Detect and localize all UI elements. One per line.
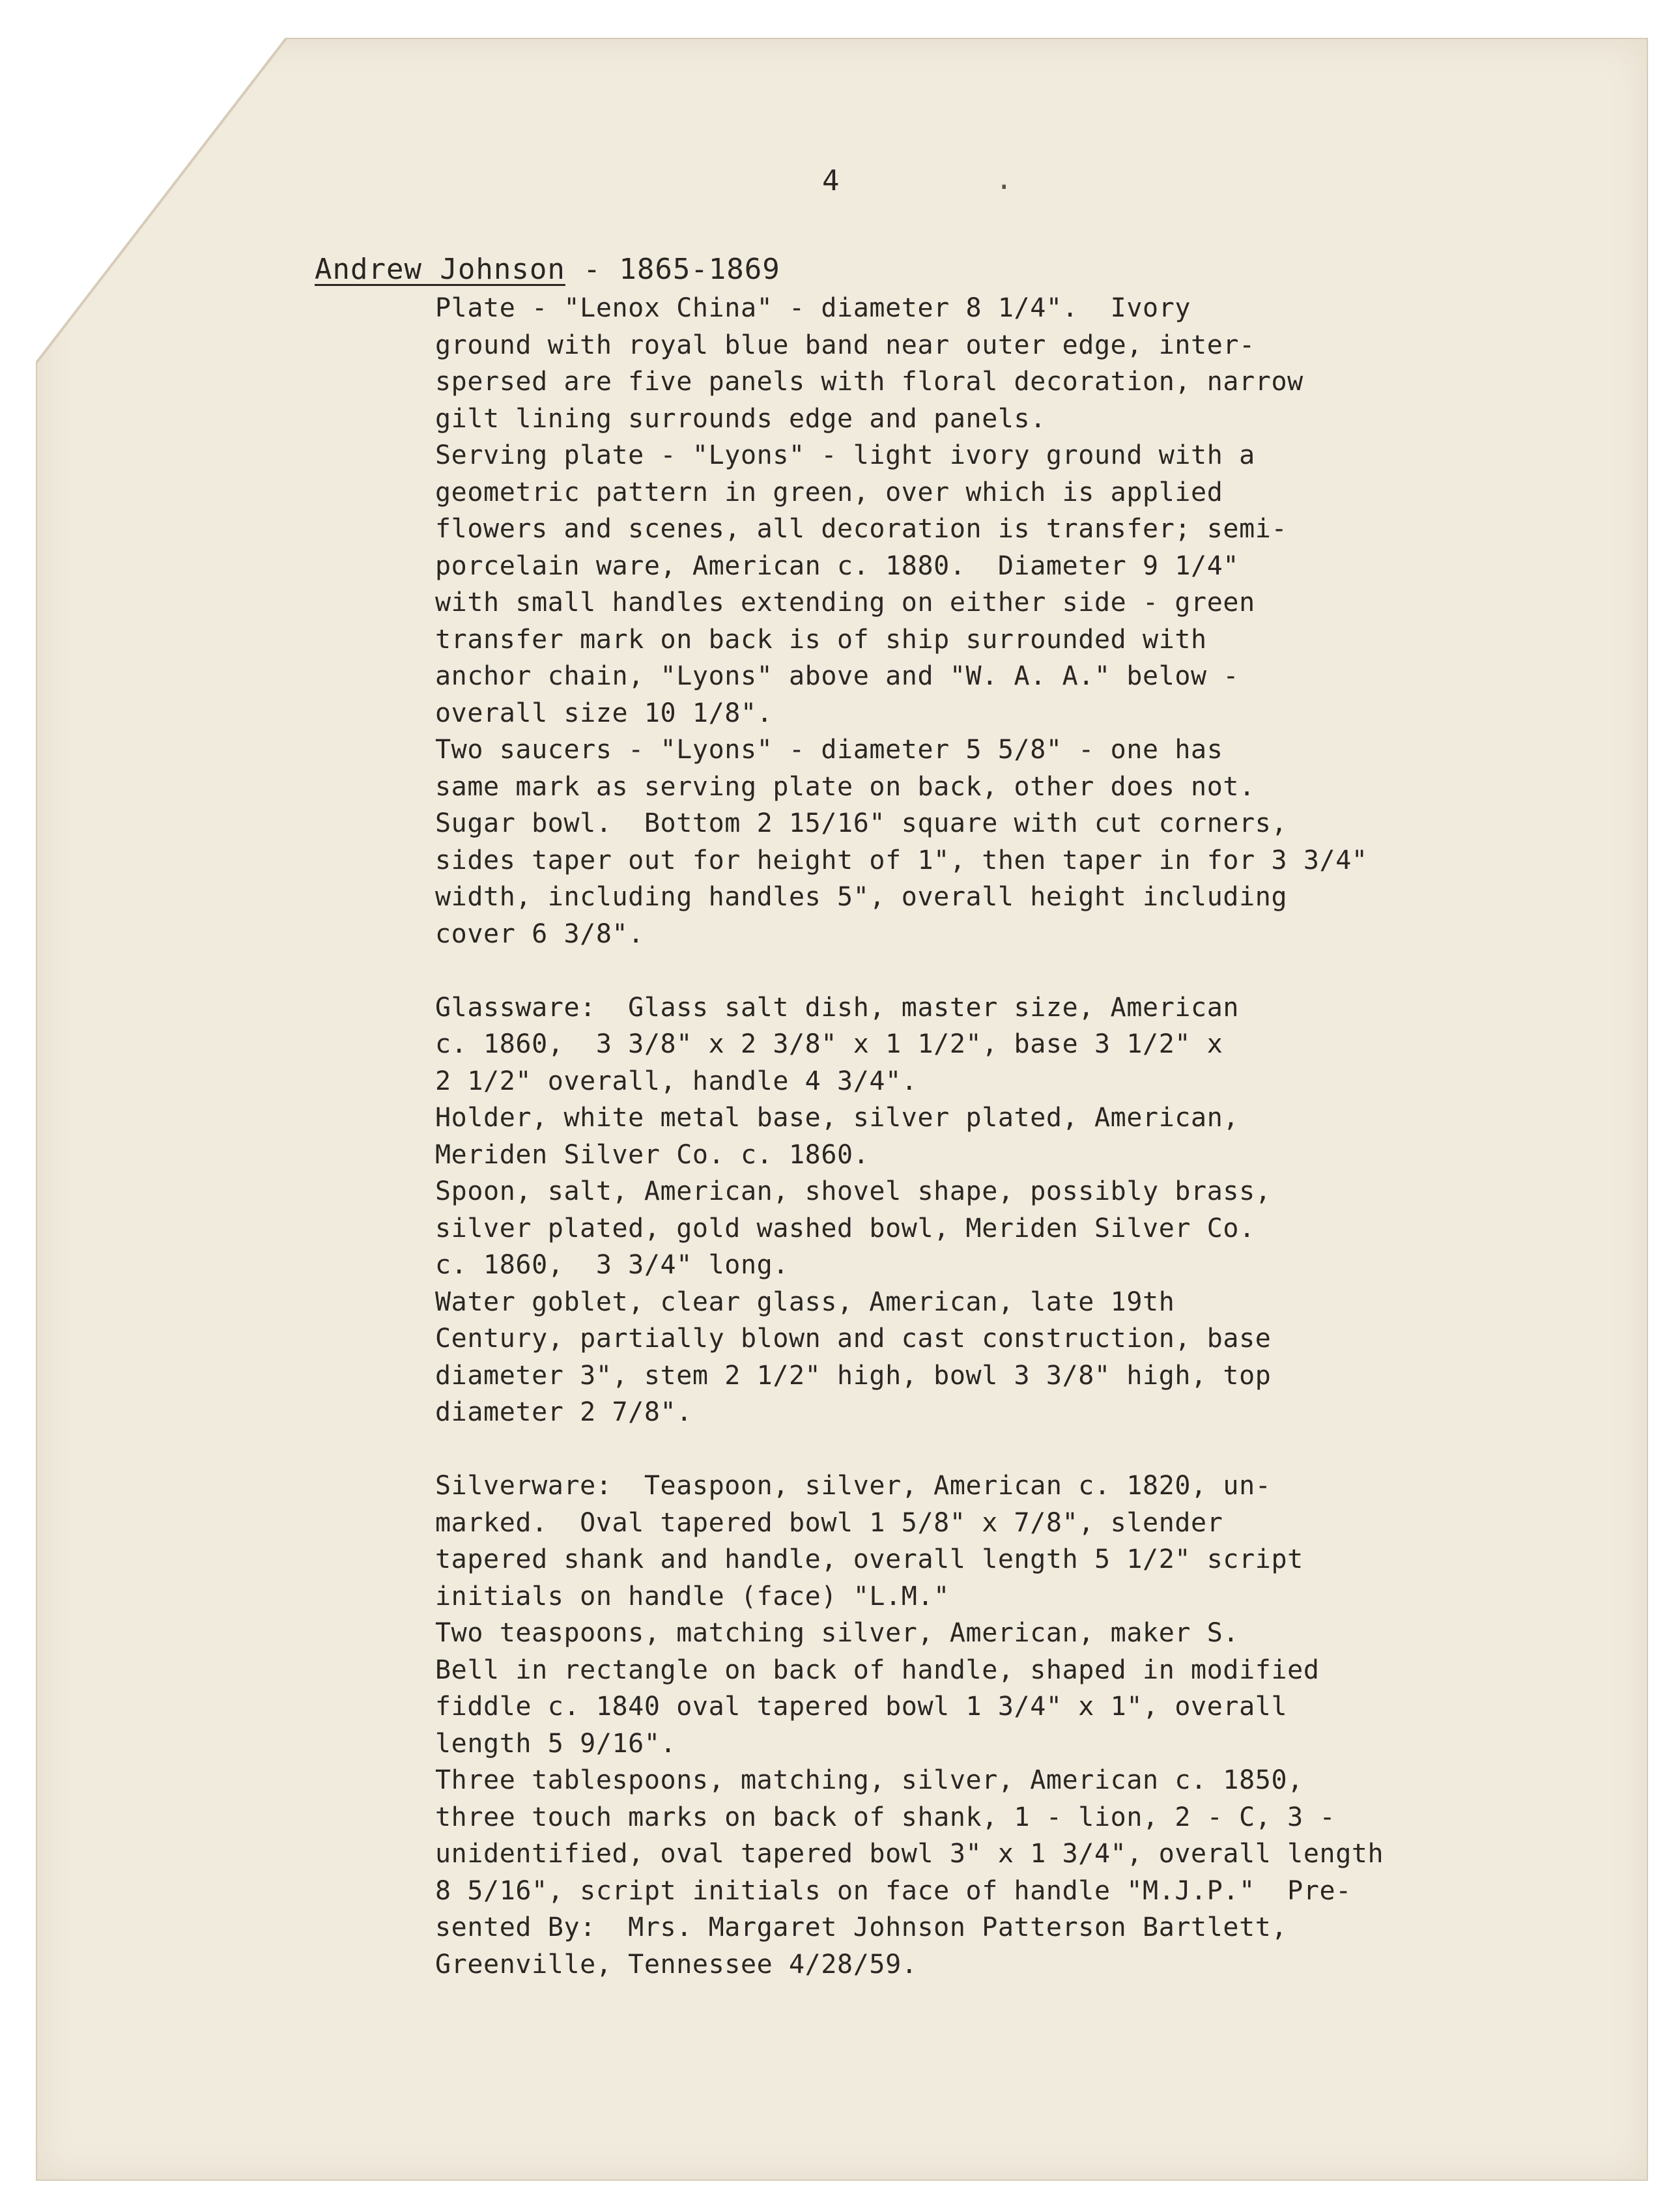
text-line: transfer mark on back is of ship surrounded with [435, 624, 1207, 655]
text-line: anchor chain, "Lyons" above and "W. A. A." below - [435, 661, 1240, 691]
section-heading [315, 253, 780, 286]
text-line: overall size 10 1/8". [435, 698, 773, 728]
text-line: spersed are five panels with floral decoration, narrow [435, 367, 1303, 397]
text-line: Silverware: Teaspoon, silver, American c. 1820, un- [435, 1471, 1272, 1501]
item-description-body [435, 290, 1412, 1983]
text-line: fiddle c. 1840 oval tapered bowl 1 3/4" x 1", overall [435, 1692, 1288, 1722]
page-mark: . [995, 163, 1014, 196]
text-line: silver plated, gold washed bowl, Meriden Silver Co. [435, 1213, 1255, 1243]
text-line: Sugar bowl. Bottom 2 15/16" square with cut corners, [435, 808, 1288, 838]
text-line: diameter 3", stem 2 1/2" high, bowl 3 3/8" high, top [435, 1360, 1272, 1391]
text-line: sides taper out for height of 1", then taper in for 3 3/4" [435, 845, 1368, 875]
text-line: tapered shank and handle, overall length 5 1/2" script [435, 1544, 1303, 1574]
text-line: Water goblet, clear glass, American, late 19th [435, 1286, 1175, 1317]
text-line: flowers and scenes, all decoration is transfer; semi- [435, 514, 1288, 544]
text-line: Glassware: Glass salt dish, master size, American [435, 992, 1240, 1023]
text-line: diameter 2 7/8". [435, 1397, 692, 1427]
text-line: unidentified, oval tapered bowl 3" x 1 3/4", overall length [435, 1839, 1384, 1869]
text-line: porcelain ware, American c. 1880. Diameter 9 1/4" [435, 550, 1240, 581]
text-line: sented By: Mrs. Margaret Johnson Patterson Bartlett, [435, 1912, 1288, 1942]
text-line: marked. Oval tapered bowl 1 5/8" x 7/8", slender [435, 1507, 1223, 1538]
text-line: 2 1/2" overall, handle 4 3/4". [435, 1066, 918, 1096]
page-number: 4 [822, 164, 840, 197]
text-line: width, including handles 5", overall height including [435, 882, 1288, 912]
text-line: geometric pattern in green, over which is applied [435, 477, 1223, 507]
text-line: 8 5/16", script initials on face of handle "M.J.P." Pre- [435, 1875, 1352, 1906]
text-line: Greenville, Tennessee 4/28/59. [435, 1949, 918, 1980]
text-line: Two teaspoons, matching silver, American, maker S. [435, 1618, 1240, 1648]
text-line: same mark as serving plate on back, other does not. [435, 771, 1255, 802]
text-line: Two saucers - "Lyons" - diameter 5 5/8" - one has [435, 735, 1223, 765]
text-line: Three tablespoons, matching, silver, American c. 1850, [435, 1765, 1303, 1795]
text-line: initials on handle (face) "L.M." [435, 1581, 950, 1612]
text-line: three touch marks on back of shank, 1 - lion, 2 - C, 3 - [435, 1802, 1336, 1832]
text-line: c. 1860, 3 3/8" x 2 3/8" x 1 1/2", base 3 1/2" x [435, 1029, 1223, 1059]
president-name: Andrew Johnson [315, 253, 565, 286]
text-line: ground with royal blue band near outer edge, inter- [435, 330, 1255, 360]
text-line: Spoon, salt, American, shovel shape, possibly brass, [435, 1176, 1272, 1206]
text-line: Meriden Silver Co. c. 1860. [435, 1139, 870, 1170]
text-line: Plate - "Lenox China" - diameter 8 1/4". Ivory [435, 293, 1191, 323]
text-line: gilt lining surrounds edge and panels. [435, 403, 1046, 434]
text-line: c. 1860, 3 3/4" long. [435, 1250, 790, 1280]
paragraph-gap [435, 1431, 1412, 1468]
text-line: Bell in rectangle on back of handle, shaped in modified [435, 1654, 1320, 1685]
term-dates: - 1865-1869 [565, 253, 780, 286]
text-line: Serving plate - "Lyons" - light ivory ground with a [435, 440, 1255, 470]
paragraph-gap [435, 952, 1412, 989]
text-line: length 5 9/16". [435, 1728, 677, 1759]
text-line: cover 6 3/8". [435, 918, 644, 949]
text-line: with small handles extending on either side - green [435, 588, 1255, 618]
text-line: Century, partially blown and cast construction, base [435, 1324, 1272, 1354]
text-line: Holder, white metal base, silver plated, American, [435, 1103, 1240, 1133]
